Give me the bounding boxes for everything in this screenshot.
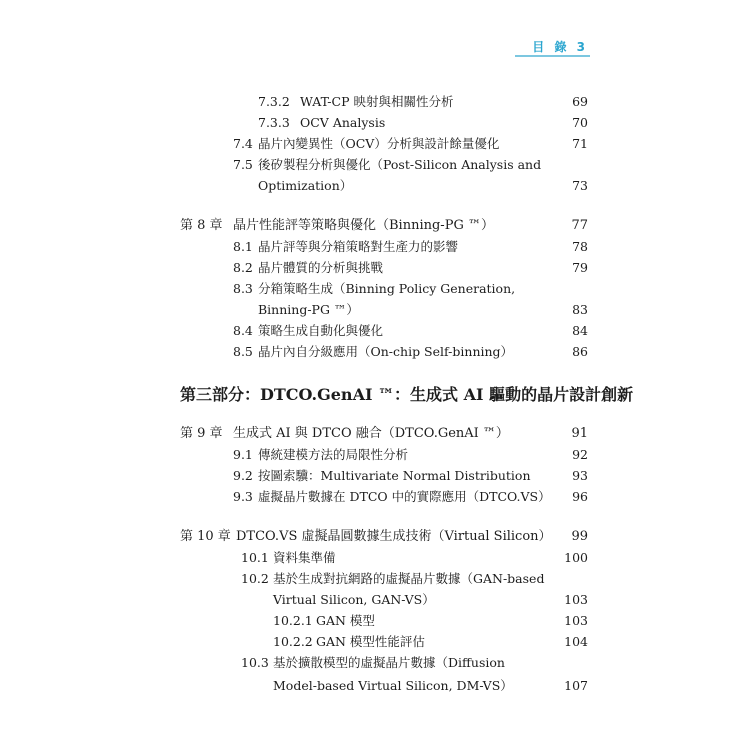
toc-entry <box>0 466 750 486</box>
toc-entry-number: 7.3.2 <box>258 94 290 109</box>
toc-entry-title: 基於擴散模型的虛擬晶片數據（Diffusion <box>273 655 505 670</box>
toc-entry-number: 10.2.1 <box>273 613 313 628</box>
toc-entry-number: 8.5 <box>233 344 253 359</box>
toc-entry-page: 86 <box>572 344 588 359</box>
toc-entry-continuation <box>0 676 750 696</box>
toc-entry-title: 後矽製程分析與優化（Post-Silicon Analysis and <box>258 157 542 172</box>
toc-entry <box>0 258 750 278</box>
toc-entry <box>0 569 750 589</box>
toc-chapter <box>0 527 750 547</box>
toc-entry-title: GAN 模型性能評估 <box>316 634 425 649</box>
toc-entry-number: 7.4 <box>233 136 253 151</box>
toc-entry-page: 104 <box>564 634 588 649</box>
toc-entry <box>0 92 750 112</box>
toc-chapter-title: 生成式 AI 與 DTCO 融合（DTCO.GenAI ™） <box>233 426 509 441</box>
toc-chapter <box>0 216 750 236</box>
toc-entry-number: 7.5 <box>233 157 253 172</box>
toc-entry-title: 資料集準備 <box>273 550 336 565</box>
part-title: 第三部分：DTCO.GenAI ™：生成式 AI 驅動的晶片設計創新 <box>180 385 634 404</box>
toc-entry-title: 虛擬晶片數據在 DTCO 中的實際應用（DTCO.VS） <box>258 489 551 504</box>
toc-chapter-page: 99 <box>571 529 588 544</box>
toc-entry-title: 按圖索驥：Multivariate Normal Distribution <box>258 468 531 483</box>
toc-entry-title: 策略生成自動化與優化 <box>258 323 384 338</box>
toc-entry <box>0 321 750 341</box>
toc-entry-title: Optimization） <box>258 178 353 193</box>
toc-entry-number: 9.3 <box>233 489 253 504</box>
toc-entry-title: 晶片內變異性（OCV）分析與設計餘量優化 <box>258 136 500 151</box>
toc-entry <box>0 279 750 299</box>
toc-entry-number: 8.3 <box>233 281 253 296</box>
toc-entry-number: 9.1 <box>233 447 253 462</box>
toc-chapter <box>0 424 750 444</box>
toc-chapter-title: 晶片性能評等策略與優化（Binning-PG ™） <box>233 218 494 233</box>
toc-entry-title: 分箱策略生成（Binning Policy Generation, <box>258 281 516 296</box>
toc-entry-page: 83 <box>572 302 588 317</box>
header-text: 目 錄 3 <box>532 40 588 54</box>
toc-entry-page: 92 <box>572 447 588 462</box>
toc-entry <box>0 632 750 652</box>
toc-chapter-number: 第 9 章 <box>180 426 223 441</box>
toc-entry-page: 96 <box>572 489 588 504</box>
toc-entry-title: GAN 模型 <box>316 613 375 628</box>
toc-entry-page: 73 <box>572 178 588 193</box>
toc-entry-title: 晶片評等與分箱策略對生產力的影響 <box>258 239 459 254</box>
toc-entry-number: 10.2 <box>241 571 269 586</box>
toc-chapter-title: DTCO.VS 虛擬晶圓數據生成技術（Virtual Silicon） <box>236 529 552 544</box>
toc-chapter-number: 第 8 章 <box>180 218 223 233</box>
toc-entry-number: 10.3 <box>241 655 269 670</box>
toc-entry-number: 7.3.3 <box>258 115 290 130</box>
toc-entry-title: Model-based Virtual Silicon, DM-VS） <box>273 678 513 693</box>
toc-entry <box>0 134 750 154</box>
toc-entry <box>0 487 750 507</box>
toc-entry-page: 93 <box>572 468 588 483</box>
toc-entry-number: 8.1 <box>233 239 253 254</box>
toc-entry-page: 71 <box>572 136 588 151</box>
toc-entry-page: 84 <box>572 323 588 338</box>
toc-entry-number: 8.2 <box>233 260 253 275</box>
toc-entry-page: 103 <box>564 613 588 628</box>
toc-entry-title: Binning-PG ™） <box>258 302 359 317</box>
toc-entry-page: 69 <box>572 94 588 109</box>
toc-entry <box>0 445 750 465</box>
toc-entry <box>0 342 750 362</box>
toc-entry-title: Virtual Silicon, GAN-VS） <box>273 592 435 607</box>
toc-entry-number: 8.4 <box>233 323 253 338</box>
toc-entry <box>0 653 750 673</box>
toc-entry-number: 10.2.2 <box>273 634 313 649</box>
toc-entry-continuation <box>0 176 750 196</box>
toc-entry-page: 70 <box>572 115 588 130</box>
toc-entry-title: 晶片內自分級應用（On-chip Self-binning） <box>258 344 514 359</box>
toc-entry-page: 100 <box>564 550 588 565</box>
toc-entry <box>0 611 750 631</box>
toc-entry-number: 9.2 <box>233 468 253 483</box>
toc-entry-title: 傳統建模方法的局限性分析 <box>258 447 409 462</box>
toc-entry <box>0 113 750 133</box>
toc-entry-title: OCV Analysis <box>300 115 386 130</box>
toc-entry-page: 103 <box>564 592 588 607</box>
toc-entry <box>0 155 750 175</box>
toc-chapter-number: 第 10 章 <box>180 529 231 544</box>
toc-entry-page: 78 <box>572 239 588 254</box>
toc-entry <box>0 237 750 257</box>
toc-chapter-page: 91 <box>571 426 588 441</box>
toc-entry-continuation <box>0 590 750 610</box>
toc-entry-page: 79 <box>572 260 588 275</box>
toc-entry-continuation <box>0 300 750 320</box>
toc-entry <box>0 548 750 568</box>
toc-entry-title: 基於生成對抗網路的虛擬晶片數據（GAN-based <box>273 571 545 586</box>
toc-entry-title: 晶片體質的分析與挑戰 <box>258 260 384 275</box>
toc-entry-page: 107 <box>564 678 588 693</box>
toc-entry-number: 10.1 <box>241 550 269 565</box>
toc-chapter-page: 77 <box>571 218 588 233</box>
toc-entry-title: WAT-CP 映射與相關性分析 <box>300 94 454 109</box>
